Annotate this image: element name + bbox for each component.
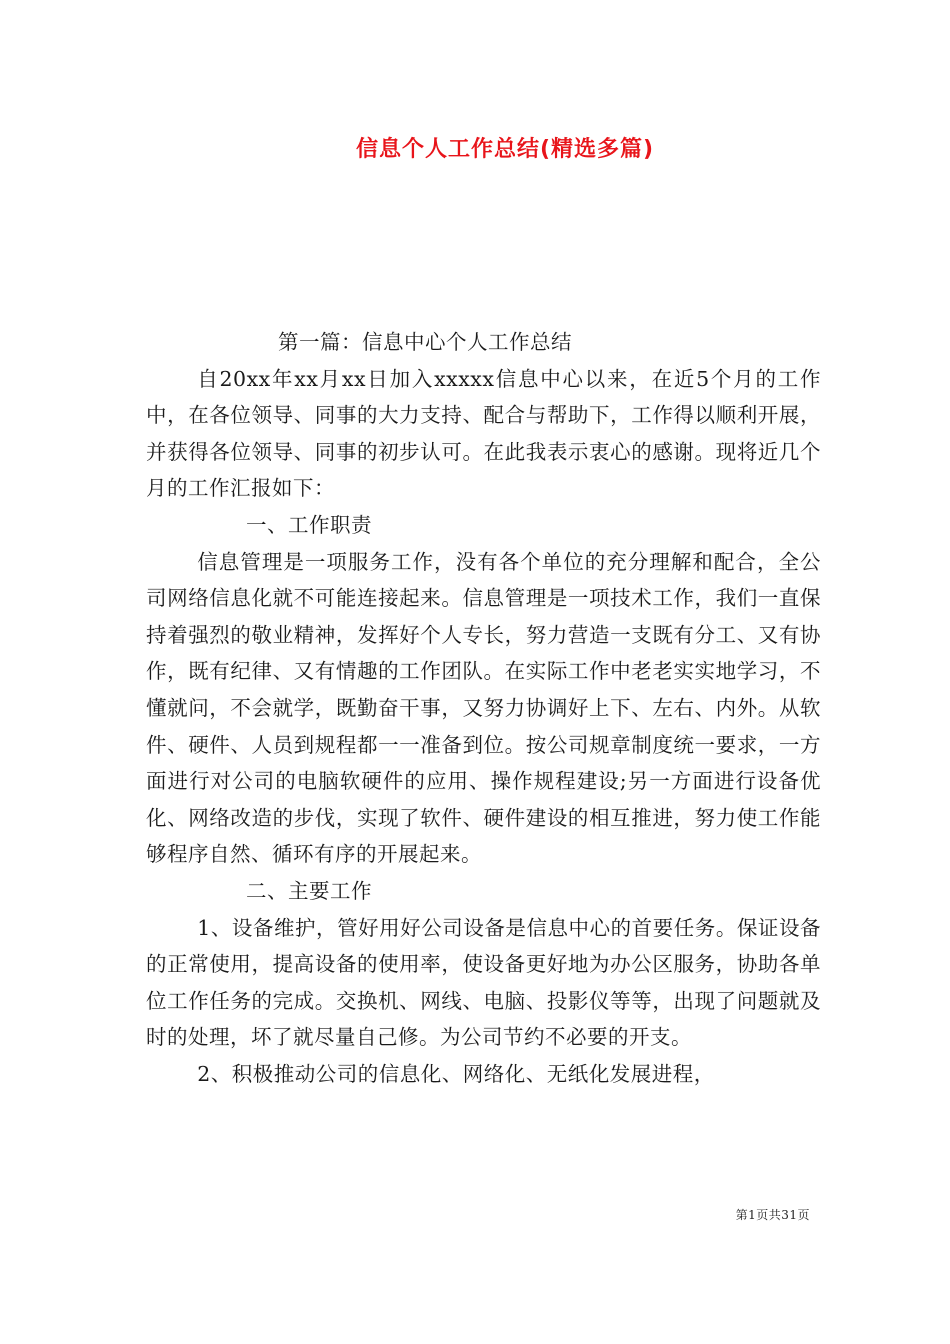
intro-paragraph: 自20xx年xx月xx日加入xxxxx信息中心以来，在近5个月的工作中，在各位领导、同事的大力支持、配合与帮助下，工作得以顺利开展，并获得各位领导、同事的初步认可。在此我表示衷心的感谢。现将近几个月的工作汇报如下： bbox=[146, 366, 821, 501]
main-work-item-1: 1、设备维护，管好用好公司设备是信息中心的首要任务。保证设备的正常使用，提高设备的使用率，使设备更好地为办公区服务，协助各单位工作任务的完成。交换机、网线、电脑、投影仪等等，出现了问题就及时的处理，坏了就尽量自己修。为公司节约不必要的开支。 bbox=[146, 915, 821, 1050]
section-heading: 第一篇：信息中心个人工作总结 bbox=[278, 330, 572, 354]
page-number-footer: 第1页共31页 bbox=[735, 1208, 810, 1222]
document-body bbox=[146, 324, 821, 1092]
main-work-heading: 二、主要工作 bbox=[246, 878, 372, 903]
duties-heading: 一、工作职责 bbox=[246, 512, 372, 537]
document-title: 信息个人工作总结(精选多篇) bbox=[355, 137, 655, 162]
duties-paragraph: 信息管理是一项服务工作，没有各个单位的充分理解和配合，全公司网络信息化就不可能连接起来。信息管理是一项技术工作，我们一直保持着强烈的敬业精神，发挥好个人专长，努力营造一支既有分工、又有协作，既有纪律、又有情趣的工作团队。在实际工作中老老实实地学习，不懂就问，不会就学，既勤奋干事，又努力协调好上下、左右、内外。从软件、硬件、人员到规程都一一准备到位。按公司规章制度统一要求，一方面进行对公司的电脑软硬件的应用、操作规程建设;另一方面进行设备优化、网络改造的步伐，实现了软件、硬件建设的相互推进，努力使工作能够程序自然、循环有序的开展起来。 bbox=[146, 549, 821, 867]
main-work-item-2: 2、积极推动公司的信息化、网络化、无纸化发展进程， bbox=[197, 1061, 715, 1086]
